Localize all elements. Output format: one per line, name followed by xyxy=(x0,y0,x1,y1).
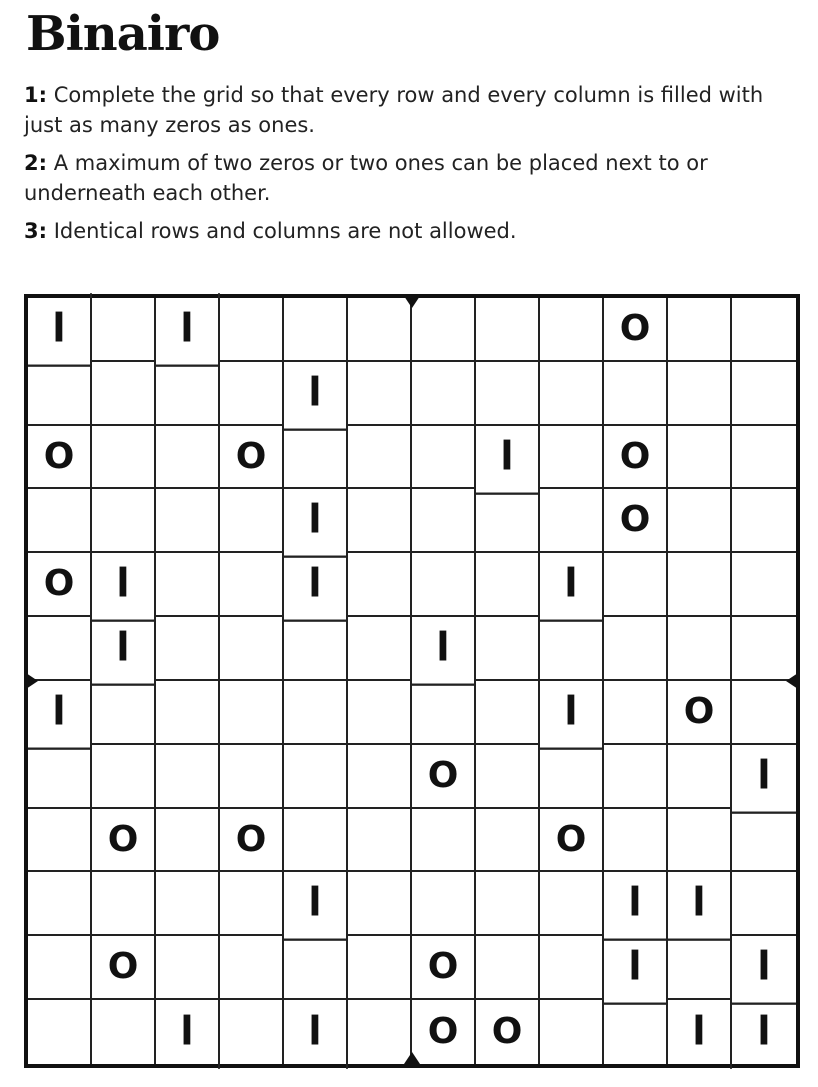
rule-text: Complete the grid so that every row and every column is filled with just as many zeros as ones. xyxy=(24,83,764,137)
grid-cell-r1-c11[interactable] xyxy=(668,298,732,362)
grid-cell-r2-c4[interactable] xyxy=(220,362,284,426)
grid-cell-r7-c6[interactable] xyxy=(348,681,412,745)
grid-cell-r12-c9[interactable] xyxy=(540,1000,604,1064)
grid-cell-r6-c8[interactable] xyxy=(476,617,540,681)
grid-cell-r2-c6[interactable] xyxy=(348,362,412,426)
grid-cell-r1-c4[interactable] xyxy=(220,298,284,362)
grid-cell-r4-c7[interactable] xyxy=(412,489,476,553)
grid-cell-r10-c12[interactable] xyxy=(732,872,796,936)
grid-cell-r7-c1: I xyxy=(28,676,92,749)
grid-cell-r2-c5: I xyxy=(284,357,348,430)
grid-cell-r5-c7[interactable] xyxy=(412,553,476,617)
rule-1 xyxy=(24,80,804,140)
grid-cell-r6-c11[interactable] xyxy=(668,617,732,681)
rule-2 xyxy=(24,148,804,208)
grid-cell-r7-c7[interactable] xyxy=(412,681,476,745)
grid-cell-r5-c6[interactable] xyxy=(348,553,412,617)
grid-cell-r2-c9[interactable] xyxy=(540,362,604,426)
grid-cell-r4-c2[interactable] xyxy=(92,489,156,553)
grid-cell-r8-c10[interactable] xyxy=(604,745,668,809)
grid-cell-r3-c11[interactable] xyxy=(668,426,732,490)
grid-cell-r6-c10[interactable] xyxy=(604,617,668,681)
grid-cell-r1-c12[interactable] xyxy=(732,298,796,362)
grid-cell-r3-c1: O xyxy=(28,426,92,490)
rules-list xyxy=(24,80,804,246)
grid-cell-r5-c4[interactable] xyxy=(220,553,284,617)
grid-cell-r3-c4: O xyxy=(220,426,284,490)
grid-cell-r11-c2: O xyxy=(92,936,156,1000)
grid-cell-r9-c6[interactable] xyxy=(348,809,412,873)
grid-cell-r7-c8[interactable] xyxy=(476,681,540,745)
grid-cell-r10-c1[interactable] xyxy=(28,872,92,936)
rule-text: A maximum of two zeros or two ones can be placed next to or underneath each other. xyxy=(24,151,708,205)
grid-cell-r12-c8: O xyxy=(476,1000,540,1064)
grid-cell-r2-c10[interactable] xyxy=(604,362,668,426)
grid-cell-r12-c4[interactable] xyxy=(220,1000,284,1064)
center-marker-top-icon xyxy=(404,296,420,308)
grid-cell-r3-c2[interactable] xyxy=(92,426,156,490)
grid-cell-r10-c9[interactable] xyxy=(540,872,604,936)
grid-cell-r10-c8[interactable] xyxy=(476,872,540,936)
rule-number: 3: xyxy=(24,219,48,243)
grid-cell-r2-c12[interactable] xyxy=(732,362,796,426)
grid-cell-r2-c2[interactable] xyxy=(92,362,156,426)
grid-cell-r8-c3[interactable] xyxy=(156,745,220,809)
puzzle-title: Binairo xyxy=(26,6,220,62)
grid-cell-r4-c9[interactable] xyxy=(540,489,604,553)
grid-cell-r2-c7[interactable] xyxy=(412,362,476,426)
puzzle-grid xyxy=(24,294,800,1068)
grid-cell-r6-c7: I xyxy=(412,612,476,685)
grid-cell-r4-c11[interactable] xyxy=(668,489,732,553)
grid-cell-r10-c11: I xyxy=(668,868,732,941)
grid-cell-r1-c9[interactable] xyxy=(540,298,604,362)
grid-cell-r4-c6[interactable] xyxy=(348,489,412,553)
grid-cell-r11-c7: O xyxy=(412,936,476,1000)
rule-number: 1: xyxy=(24,83,48,107)
grid-cell-r11-c12: I xyxy=(732,932,796,1005)
grid-cell-r4-c8[interactable] xyxy=(476,489,540,553)
grid-cell-r7-c3[interactable] xyxy=(156,681,220,745)
grid-cell-r4-c10: O xyxy=(604,489,668,553)
grid-cell-r9-c1[interactable] xyxy=(28,809,92,873)
grid-cell-r3-c10: O xyxy=(604,426,668,490)
grid-cell-r5-c2: I xyxy=(92,549,156,622)
grid-cell-r7-c4[interactable] xyxy=(220,681,284,745)
grid-cell-r6-c9[interactable] xyxy=(540,617,604,681)
grid-cell-r8-c11[interactable] xyxy=(668,745,732,809)
grid-cell-r11-c10: I xyxy=(604,932,668,1005)
grid-cell-r1-c5[interactable] xyxy=(284,298,348,362)
grid-cell-r4-c12[interactable] xyxy=(732,489,796,553)
rule-text: Identical rows and columns are not allowed. xyxy=(53,219,517,243)
grid-cell-r2-c1[interactable] xyxy=(28,362,92,426)
grid-cell-r9-c11[interactable] xyxy=(668,809,732,873)
grid-cell-r7-c11: O xyxy=(668,681,732,745)
grid-cell-r9-c10[interactable] xyxy=(604,809,668,873)
grid-cell-r9-c8[interactable] xyxy=(476,809,540,873)
grid-cell-r11-c9[interactable] xyxy=(540,936,604,1000)
grid-cell-r3-c12[interactable] xyxy=(732,426,796,490)
grid-cell-r12-c11: I xyxy=(668,995,732,1068)
grid-cell-r8-c12: I xyxy=(732,740,796,813)
grid-cell-r2-c3[interactable] xyxy=(156,362,220,426)
grid-cell-r1-c3: I xyxy=(156,293,220,366)
grid-cell-r5-c8[interactable] xyxy=(476,553,540,617)
grid-cell-r5-c9: I xyxy=(540,549,604,622)
grid-cell-r6-c6[interactable] xyxy=(348,617,412,681)
grid-cell-r4-c3[interactable] xyxy=(156,489,220,553)
grid-cell-r11-c4[interactable] xyxy=(220,936,284,1000)
grid-cell-r11-c8[interactable] xyxy=(476,936,540,1000)
grid-cell-r12-c5: I xyxy=(284,995,348,1068)
grid-cell-r8-c1[interactable] xyxy=(28,745,92,809)
rule-number: 2: xyxy=(24,151,48,175)
grid-cell-r5-c10[interactable] xyxy=(604,553,668,617)
grid-cell-r10-c3[interactable] xyxy=(156,872,220,936)
grid-cell-r5-c5: I xyxy=(284,549,348,622)
grid-cell-r9-c4: O xyxy=(220,809,284,873)
grid-cell-r12-c7: O xyxy=(412,1000,476,1064)
grid-cell-r6-c4[interactable] xyxy=(220,617,284,681)
grid-cell-r1-c2[interactable] xyxy=(92,298,156,362)
grid-cell-r12-c2[interactable] xyxy=(92,1000,156,1064)
grid-cell-r11-c6[interactable] xyxy=(348,936,412,1000)
grid-cell-r7-c9: I xyxy=(540,676,604,749)
center-marker-left-icon xyxy=(26,673,38,689)
grid-cell-r12-c10[interactable] xyxy=(604,1000,668,1064)
grid-cell-r9-c5[interactable] xyxy=(284,809,348,873)
grid-cell-r7-c10[interactable] xyxy=(604,681,668,745)
grid-cell-r8-c8[interactable] xyxy=(476,745,540,809)
grid-cell-r6-c5[interactable] xyxy=(284,617,348,681)
grid-cell-r10-c5: I xyxy=(284,868,348,941)
grid-cell-r3-c3[interactable] xyxy=(156,426,220,490)
grid-cell-r6-c1[interactable] xyxy=(28,617,92,681)
grid-cell-r1-c7[interactable] xyxy=(412,298,476,362)
grid-cell-r1-c1: I xyxy=(28,293,92,366)
grid-cell-r8-c4[interactable] xyxy=(220,745,284,809)
grid-cell-r7-c2[interactable] xyxy=(92,681,156,745)
grid-cell-r2-c8[interactable] xyxy=(476,362,540,426)
grid-cell-r10-c7[interactable] xyxy=(412,872,476,936)
grid-cell-r12-c6[interactable] xyxy=(348,1000,412,1064)
grid-cell-r8-c2[interactable] xyxy=(92,745,156,809)
grid-cell-r6-c2: I xyxy=(92,612,156,685)
grid-cell-r2-c11[interactable] xyxy=(668,362,732,426)
grid-cell-r7-c12[interactable] xyxy=(732,681,796,745)
grid-cell-r3-c6[interactable] xyxy=(348,426,412,490)
grid-cell-r3-c5[interactable] xyxy=(284,426,348,490)
grid-cell-r8-c6[interactable] xyxy=(348,745,412,809)
grid-cell-r10-c10: I xyxy=(604,868,668,941)
grid-cell-r4-c5: I xyxy=(284,485,348,558)
center-marker-bottom-icon xyxy=(404,1052,420,1064)
grid-cell-r11-c5[interactable] xyxy=(284,936,348,1000)
grid-cell-r9-c12[interactable] xyxy=(732,809,796,873)
grid-cell-r7-c5[interactable] xyxy=(284,681,348,745)
grid-cell-r9-c2: O xyxy=(92,809,156,873)
grid-cell-r1-c6[interactable] xyxy=(348,298,412,362)
grid-cell-r5-c1: O xyxy=(28,553,92,617)
grid-cell-r1-c8[interactable] xyxy=(476,298,540,362)
grid-cell-r4-c4[interactable] xyxy=(220,489,284,553)
grid-cell-r3-c9[interactable] xyxy=(540,426,604,490)
grid-cell-r8-c7: O xyxy=(412,745,476,809)
grid-cell-r12-c12: I xyxy=(757,1007,771,1056)
grid-cell-r9-c7[interactable] xyxy=(412,809,476,873)
grid-cell-r11-c3[interactable] xyxy=(156,936,220,1000)
grid-cell-r3-c8: I xyxy=(476,421,540,494)
grid-cell-r12-c1[interactable] xyxy=(28,1000,92,1064)
grid-cell-r8-c5[interactable] xyxy=(284,745,348,809)
grid-cell-r11-c1[interactable] xyxy=(28,936,92,1000)
grid-cell-r10-c6[interactable] xyxy=(348,872,412,936)
grid-cell-r1-c10: O xyxy=(604,298,668,362)
grid-cell-r10-c2[interactable] xyxy=(92,872,156,936)
grid-cell-r4-c1[interactable] xyxy=(28,489,92,553)
grid-cell-r6-c12[interactable] xyxy=(732,617,796,681)
grid-cell-r6-c3[interactable] xyxy=(156,617,220,681)
grid-cell-r10-c4[interactable] xyxy=(220,872,284,936)
grid-cell-r8-c9[interactable] xyxy=(540,745,604,809)
grid-cell-r9-c3[interactable] xyxy=(156,809,220,873)
grid-cell-r5-c3[interactable] xyxy=(156,553,220,617)
grid-cell-r9-c9: O xyxy=(540,809,604,873)
grid-cell-r3-c7[interactable] xyxy=(412,426,476,490)
center-marker-right-icon xyxy=(786,673,798,689)
grid-cell-r12-c3: I xyxy=(156,995,220,1068)
rule-3 xyxy=(24,216,804,246)
grid-cell-r11-c11[interactable] xyxy=(668,936,732,1000)
grid-cell-r5-c11[interactable] xyxy=(668,553,732,617)
grid-cell-r5-c12[interactable] xyxy=(732,553,796,617)
